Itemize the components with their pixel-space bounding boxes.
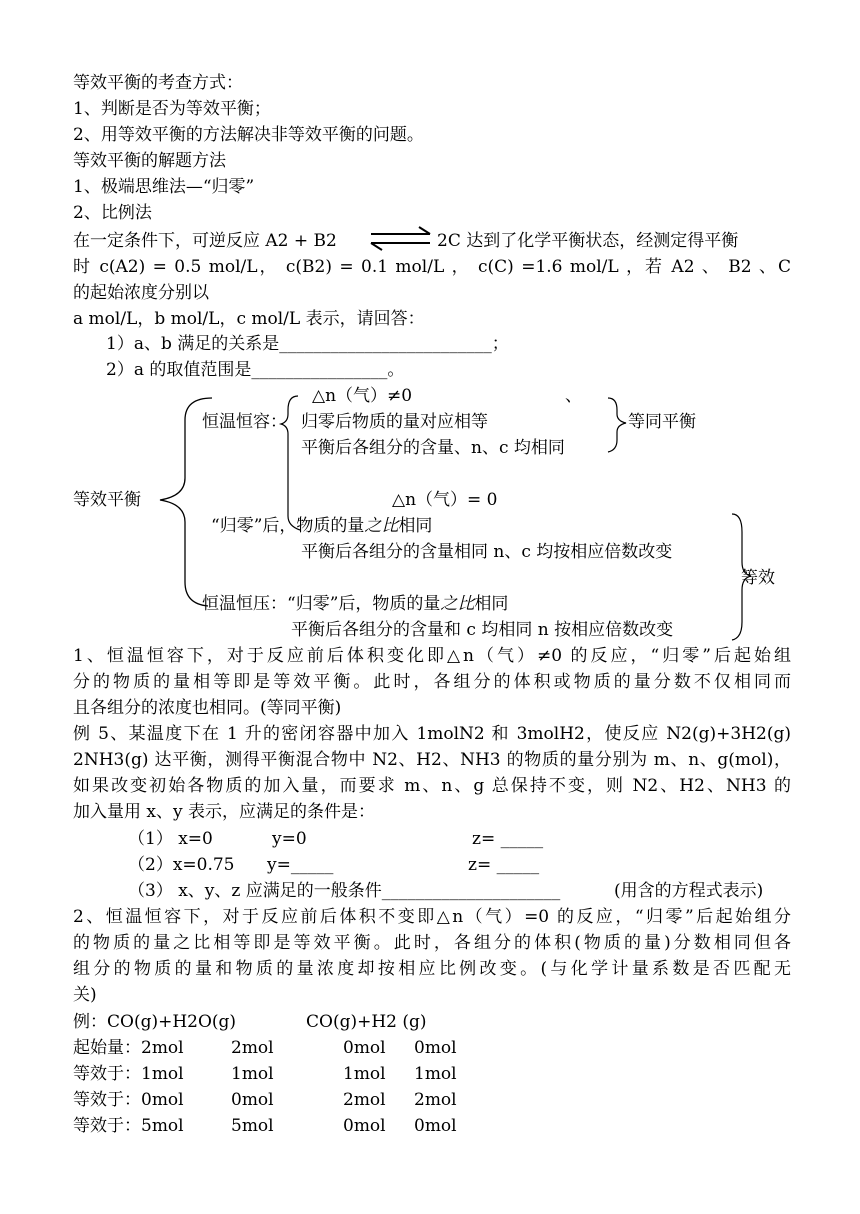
ex5-row1-z: z= _____	[472, 829, 544, 849]
paragraph-line: 关)	[73, 985, 97, 1005]
text-line: 2、用等效平衡的方法解决非等效平衡的问题。	[73, 125, 424, 145]
table-cell: 0mol	[231, 1090, 274, 1110]
condition-line: 平衡后各组分的含量和 c 均相同 n 按相应倍数改变	[291, 620, 674, 640]
table-cell: 0mol	[343, 1116, 386, 1136]
text-line: 1、极端思维法—“归零”	[73, 177, 255, 197]
condition-line: 平衡后各组分的含量相同 n、c 均按相应倍数改变	[301, 542, 673, 562]
problem-line: 时 c(A2) = 0.5 mol/L， c(B2) = 0.1 mol/L ， c(C) =1.6 mol/L ，若 A2 、 B2 、C	[73, 257, 791, 277]
question-2: 2）a 的取值范围是________________。	[106, 360, 405, 380]
paragraph-line: 分的物质的量相等即是等效平衡。此时，各组分的体积或物质的量分数不仅相同而	[73, 672, 791, 692]
table-cell: 0mol	[343, 1038, 386, 1058]
heading-solve-methods: 等效平衡的解题方法	[73, 151, 226, 171]
separator: 、	[565, 386, 582, 406]
ex5-row2-x: （2）x=0.75	[128, 855, 235, 875]
label-const-t-p: 恒温恒压：“归零”后，物质的量之比相同	[202, 594, 509, 614]
ex5-row2-z: z= _____	[468, 855, 540, 875]
condition-delta-n-zero: △n（气）= 0	[392, 490, 498, 510]
text-line: 1、判断是否为等效平衡；	[73, 99, 271, 119]
condition-delta-n-nonzero: △n（气）≠0	[312, 386, 413, 406]
condition-line: 归零后物质的量对应相等	[301, 412, 488, 432]
paragraph-line: 的物质的量之比相等即是等效平衡。此时，各组分的体积(物质的量)分数相同但各	[73, 933, 791, 953]
paragraph-line: 且各组分的浓度也相同。(等同平衡)	[73, 698, 342, 718]
paragraph-line: 例 5、某温度下在 1 升的密闭容器中加入 1molN2 和 3molH2，使反应 N2(g)+3H2(g)	[73, 724, 791, 744]
ex5-row1-x: （1） x=0	[128, 829, 213, 849]
problem-line: a mol/L，b mol/L，c mol/L 表示，请回答：	[73, 309, 425, 329]
paragraph-line: 2NH3(g) 达平衡，测得平衡混合物中 N2、H2、NH3 的物质的量分别为 m、n、g(mol)，	[73, 750, 791, 770]
label-const-t-v: 恒温恒容：	[202, 412, 287, 432]
condition-line: 平衡后各组分的含量、n、c 均相同	[301, 438, 565, 458]
ex5-row3: （3） x、y、z 应满足的一般条件_____________________	[128, 881, 561, 901]
result-equivalent: 等效	[741, 568, 775, 588]
table-cell: 2mol	[343, 1090, 386, 1110]
example-lhs: 例：CO(g)+H2O(g)	[73, 1012, 237, 1032]
equilibrium-arrow-icon	[371, 227, 430, 250]
ex5-row1-y: y=0	[272, 829, 307, 849]
table-cell: 0mol	[414, 1038, 457, 1058]
table-cell: 1mol	[343, 1064, 386, 1084]
question-1: 1）a、b 满足的关系是_________________________；	[106, 334, 509, 354]
problem-line: 的起始浓度分别以	[73, 283, 209, 303]
table-cell: 等效于：1mol	[73, 1064, 184, 1084]
paragraph-line: 如果改变初始各物质的加入量，而要求 m、n、g 总保持不变，则 N2、H2、NH3 的	[73, 776, 791, 796]
paragraph-line: 加入量用 x、y 表示，应满足的条件是：	[73, 802, 375, 822]
paragraph-line: 1、恒温恒容下，对于反应前后体积变化即△n（气）≠0 的反应，“归零”后起始组	[73, 646, 791, 666]
table-cell: 2mol	[414, 1090, 457, 1110]
paragraph-line: 组分的物质的量和物质的量浓度却按相应比例改变。(与化学计量系数是否匹配无	[73, 959, 791, 979]
ex5-row3-note: (用含的方程式表示)	[614, 881, 764, 901]
problem-line: 在一定条件下，可逆反应 A2 + B2	[73, 231, 337, 251]
condition-line: “归零”后，物质的量之比相同	[211, 516, 433, 536]
right-brace	[608, 398, 626, 452]
heading-exam-methods: 等效平衡的考查方式：	[73, 73, 243, 93]
result-same-equilibrium: 等同平衡	[628, 412, 696, 432]
problem-line: 2C 达到了化学平衡状态，经测定得平衡	[437, 231, 739, 251]
table-cell: 5mol	[231, 1116, 274, 1136]
table-cell: 等效于：5mol	[73, 1116, 184, 1136]
paragraph-line: 2、恒温恒容下，对于反应前后体积不变即△n（气）=0 的反应，“归零”后起始组分	[73, 907, 791, 927]
table-cell: 1mol	[414, 1064, 457, 1084]
diagram-root: 等效平衡	[73, 490, 141, 510]
table-cell: 0mol	[414, 1116, 457, 1136]
table-cell: 起始量：2mol	[73, 1038, 184, 1058]
text-line: 2、比例法	[73, 203, 152, 223]
table-cell: 2mol	[231, 1038, 274, 1058]
example-rhs: CO(g)+H2 (g)	[306, 1012, 427, 1032]
ex5-row2-y: y=_____	[267, 855, 334, 875]
table-cell: 等效于：0mol	[73, 1090, 184, 1110]
table-cell: 1mol	[231, 1064, 274, 1084]
